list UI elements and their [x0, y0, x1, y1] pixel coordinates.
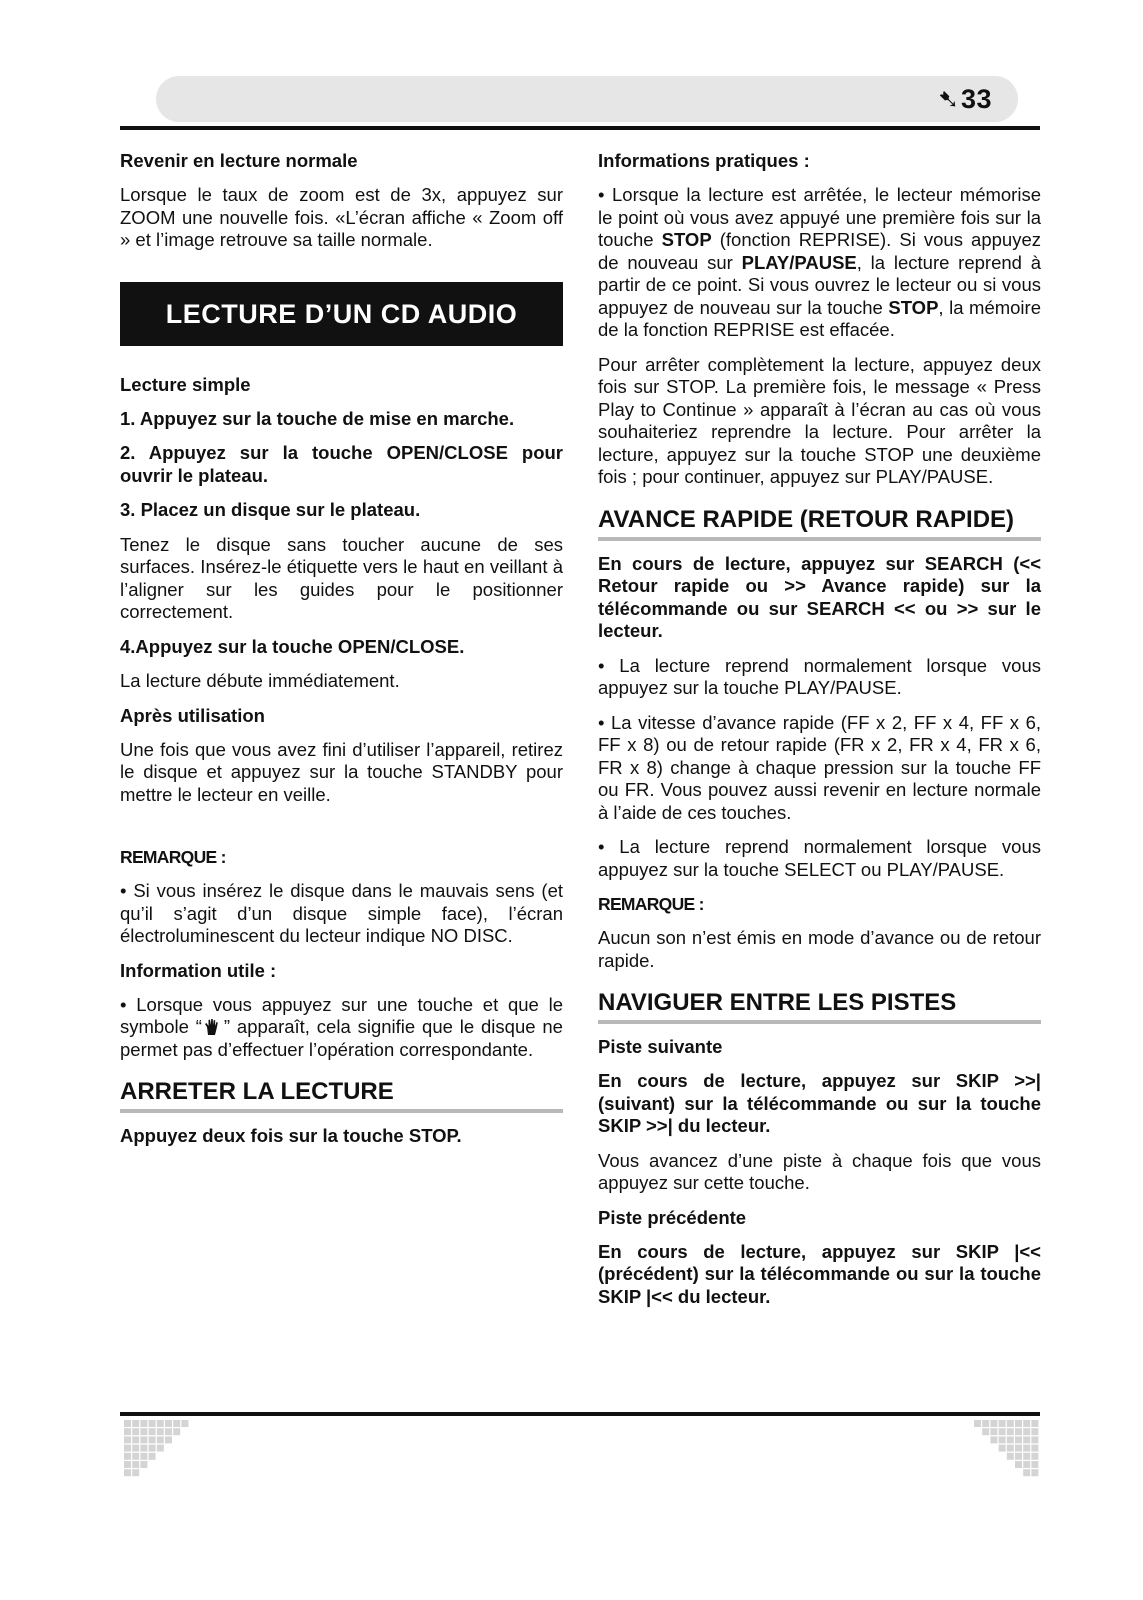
ip-part-2: (fonction REPRISE). Si vous appuyez de nouveau sur [598, 229, 1041, 273]
remarque-text: • Si vous insérez le disque dans le mauvais sens (et qu’il s’agit d’un disque simple face), l’écran électroluminescent du lecteur indique NO DISC. [120, 880, 563, 946]
revenir-heading: Revenir en lecture normale [120, 150, 358, 171]
decorative-dots-right [974, 1419, 1040, 1481]
spacer [120, 818, 563, 846]
avance-bullet-3: • La lecture reprend normalement lorsque vous appuyez sur la touche SELECT ou PLAY/PAUSE. [598, 836, 1041, 880]
bottom-rule [120, 1412, 1040, 1416]
arreter-text: Appuyez deux fois sur la touche STOP. [120, 1125, 462, 1146]
ip-playpause: PLAY/PAUSE [741, 251, 857, 273]
page-arrow-icon: ➷ [937, 84, 960, 114]
lecture-simple-heading: Lecture simple [120, 373, 251, 395]
remarque-heading-right: REMARQUE : [598, 894, 704, 914]
piste-precedente-bold: En cours de lecture, appuyez sur SKIP |<< (précédent) sur la télécommande ou sur la touche SKIP |<< du lecteur. [598, 1240, 1041, 1307]
page-number-value: 33 [960, 84, 992, 114]
pour-arreter-text: Pour arrêter complètement la lecture, appuyez deux fois sur STOP. La première fois, le message « Press Play to Continue » apparaît à l’écran au cas où vous souhaiteriez reprendre la lecture. Pour arrêter la lecture, appuyez sur la touche STOP une deuxième fois ; pour continuer, appuyez sur PLAY/PAUSE. [598, 353, 1041, 487]
avance-bold-text: En cours de lecture, appuyez sur SEARCH (<< Retour rapide ou >> Avance rapide) sur la télécommande ou sur SEARCH << ou >> sur le lecteur. [598, 552, 1041, 641]
info-utile-heading: Information utile : [120, 959, 277, 981]
apres-heading: Après utilisation [120, 704, 265, 726]
ip-stop-2: STOP [888, 296, 939, 318]
lecture-cd-audio-banner: LECTURE D’UN CD AUDIO [120, 282, 563, 346]
debut-text: La lecture débute immédiatement. [120, 670, 400, 691]
remarque-heading: REMARQUE : [120, 847, 226, 867]
step-4: 4.Appuyez sur la touche OPEN/CLOSE. [120, 635, 465, 657]
piste-precedente-heading: Piste précédente [598, 1206, 747, 1228]
info-utile-text-a: • Lorsque vous appuyez sur une touche et que le symbole “ [120, 993, 563, 1037]
naviguer-section-title: NAVIGUER ENTRE LES PISTES [598, 988, 1041, 1024]
avance-bullet-1: • La lecture reprend normalement lorsque vous appuyez sur la touche PLAY/PAUSE. [598, 654, 1041, 698]
decorative-dots-left [124, 1419, 190, 1481]
piste-suivante-heading: Piste suivante [598, 1036, 723, 1057]
ip-part-1: • Lorsque la lecture est arrêtée, le lecteur mémorise le point où vous avez appuyé une première fois sur la touche [598, 184, 1041, 250]
ip-part-3: , la lecture reprend à partir de ce point. Si vous ouvrez le lecteur ou si vous appuyez de nouveau sur la touche [598, 251, 1041, 318]
avance-bullet-2: • La vitesse d’avance rapide (FF x 2, FF x 4, FF x 6, FF x 8) ou de retour rapide (FR x 2, FR x 4, FR x 6, FR x 8) change à chaque pression sur la touche FF ou FR. Vous pouvez aussi revenir en lecture normale à l’aide de ces touches. [598, 711, 1041, 823]
step-1: 1. Appuyez sur la touche de mise en marche. [120, 407, 515, 429]
avance-section-title: AVANCE RAPIDE (RETOUR RAPIDE) [598, 505, 1041, 541]
info-utile-text-b: ” apparaît, cela signifie que le disque ne permet pas d’effectuer l’opération correspondante. [120, 1016, 563, 1060]
remarque-text-right: Aucun son n’est émis en mode d’avance ou de retour rapide. [598, 927, 1041, 971]
arreter-section-title: ARRETER LA LECTURE [120, 1077, 563, 1113]
page-number [938, 84, 992, 114]
piste-suivante-bold: En cours de lecture, appuyez sur SKIP >>| (suivant) sur la télécommande ou sur la touche SKIP >>| du lecteur. [598, 1070, 1041, 1136]
info-utile-text [120, 994, 563, 1062]
ip-part-4: , la mémoire de la fonction REPRISE est effacée. [598, 296, 1041, 340]
step-2: 2. Appuyez sur la touche OPEN/CLOSE pour ouvrir le plateau. [120, 442, 563, 486]
info-pratiques-heading: Informations pratiques : [598, 150, 810, 171]
revenir-text: Lorsque le taux de zoom est de 3x, appuyez sur ZOOM une nouvelle fois. «L’écran affiche « Zoom off » et l’image retrouve sa taille normale. [120, 184, 563, 250]
info-pratiques-text [598, 184, 1041, 342]
top-rule [120, 126, 1040, 130]
ip-stop-1: STOP [661, 229, 712, 250]
tenez-text: Tenez le disque sans toucher aucune de ses surfaces. Insérez-le étiquette vers le haut en veillant à l’aligner sur les guides pour le positionner correctement. [120, 533, 563, 622]
step-3: 3. Placez un disque sur le plateau. [120, 499, 421, 520]
header-bar [156, 76, 1018, 122]
right-column [598, 150, 1041, 1320]
piste-suivante-text: Vous avancez d’une piste à chaque fois que vous appuyez sur cette touche. [598, 1149, 1041, 1193]
hand-icon [202, 1018, 224, 1036]
left-column [120, 150, 563, 1160]
apres-text: Une fois que vous avez fini d’utiliser l’appareil, retirez le disque et appuyez sur la touche STANDBY pour mettre le lecteur en veille. [120, 738, 563, 805]
